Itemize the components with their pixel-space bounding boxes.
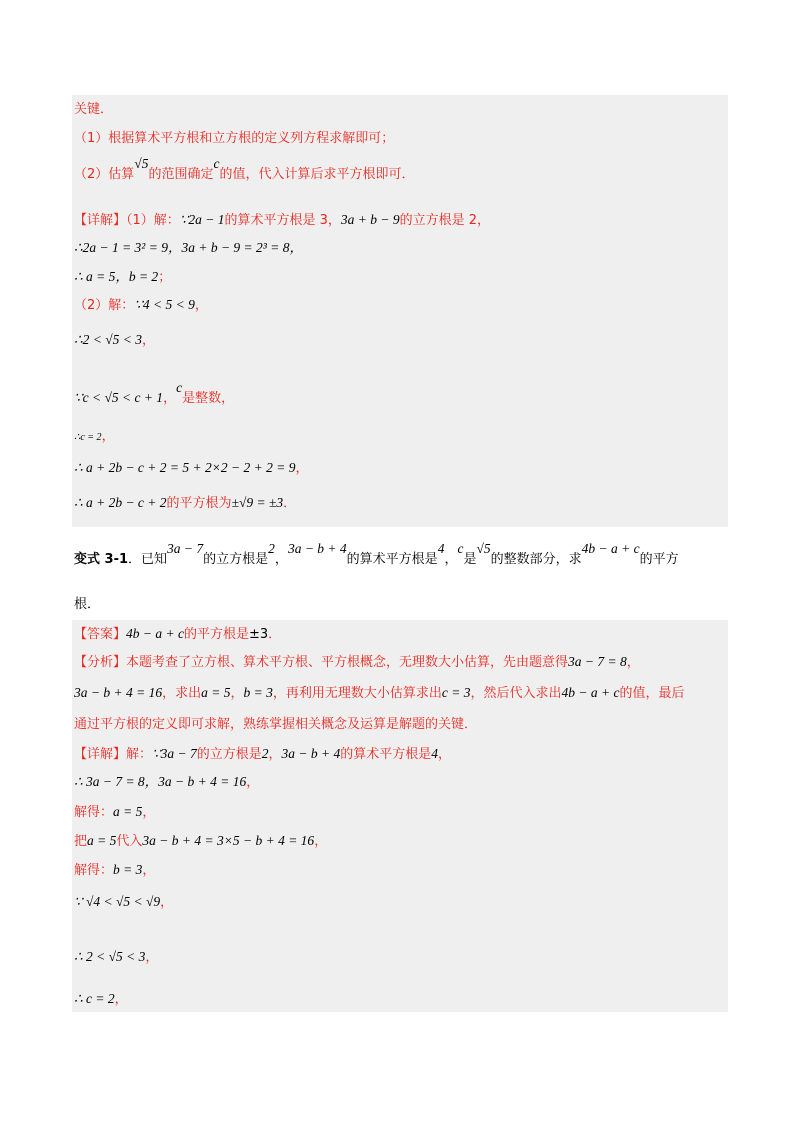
line-eq2: ∴ a = 5，b = 2； <box>74 269 172 285</box>
line-eq-a7: 解得：a = 5， <box>74 804 156 820</box>
line-eq-a9: 解得：b = 3， <box>74 862 156 878</box>
line-detail: 【详解】（1）解：∵2a − 1的算术平方根是 3，3a + b − 9的立方根是 2， <box>74 212 491 228</box>
line-eq-a11: ∴ 2 < √5 < 3， <box>74 949 159 965</box>
line-step1: （1）根据算术平方根和立方根的定义列方程求解即可； <box>74 131 395 146</box>
line-analysis-3: 通过平方根的定义即可求解，熟练掌握相关概念及运算是解题的关键． <box>74 717 478 732</box>
variant-problem-line2: 根． <box>74 597 101 612</box>
line-eq-a6: ∴ 3a − 7 = 8，3a − b + 4 = 16， <box>74 774 260 790</box>
line-detail-2: 【详解】解：∵3a − 7的立方根是2，3a − b + 4的算术平方根是4， <box>74 746 452 762</box>
line-key: 关键． <box>74 102 114 117</box>
line-analysis-2: 3a − b + 4 = 16，求出a = 5，b = 3，再利用无理数大小估算求出c = 3，然后代入求出4b − a + c的值，最后 <box>74 685 685 701</box>
line-analysis-1: 【分析】本题考查了立方根、算术平方根、平方根概念，无理数大小估算，先由题意得3a − 7 = 8， <box>74 654 640 670</box>
line-step2: （2）估算√5的范围确定c的值，代入计算后求平方根即可． <box>74 156 415 182</box>
solution-box-2 <box>72 620 728 1012</box>
line-eq-a8: 把a = 5代入3a − b + 4 = 3×5 − b + 4 = 16， <box>74 833 328 849</box>
line-eq7: ∴ a + 2b − c + 2的平方根为±√9 = ±3． <box>74 495 297 511</box>
line-eq6: ∴ a + 2b − c + 2 = 5 + 2×2 − 2 + 2 = 9， <box>74 460 309 476</box>
variant-problem-line1: 变式 3-1．已知3a − 7的立方根是2，3a − b + 4的算术平方根是4，c是√5的整数部分，求4b − a + c的平方 <box>74 541 679 567</box>
line-eq3: ∴2 < √5 < 3， <box>74 332 155 348</box>
line-eq1: ∴2a − 1 = 3² = 9，3a + b − 9 = 2³ = 8， <box>74 240 303 255</box>
line-eq-a12: ∴ c = 2， <box>74 991 128 1007</box>
line-eq4: ∵c < √5 < c + 1，c是整数， <box>74 380 235 406</box>
line-part2: （2）解：∵4 < 5 < 9， <box>74 297 208 313</box>
line-eq5: ∴c = 2， <box>74 429 115 444</box>
line-eq-a10: ∵ √4 < √5 < √9， <box>74 894 174 910</box>
line-answer: 【答案】4b − a + c的平方根是±3． <box>74 626 282 642</box>
